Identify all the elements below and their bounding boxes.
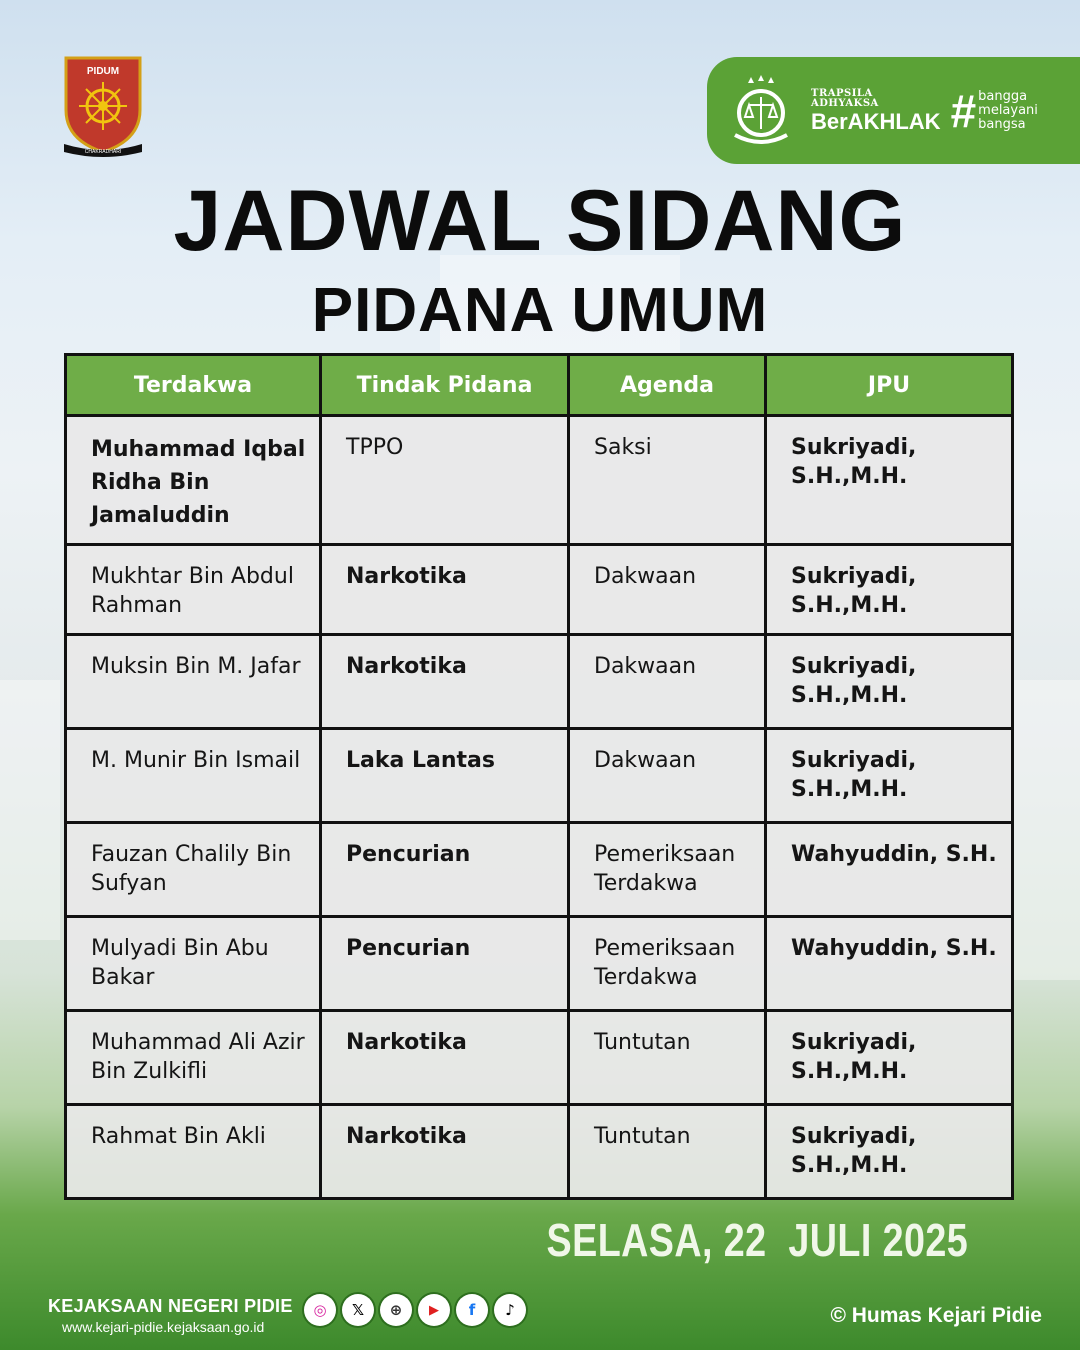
cell-tindak-pidana: Narkotika bbox=[321, 1011, 569, 1105]
cell-agenda: Saksi bbox=[569, 416, 766, 545]
instagram-icon[interactable]: ◎ bbox=[304, 1294, 336, 1326]
badge-tagline bbox=[978, 90, 1038, 132]
cell-jpu: Sukriyadi, S.H.,M.H. bbox=[766, 1105, 1013, 1199]
cell-terdakwa: Muhammad Ali Azir Bin Zulkifli bbox=[66, 1011, 321, 1105]
badge-line-berakhlak: BerAKHLAK bbox=[811, 108, 941, 134]
page-title: JADWAL SIDANG bbox=[173, 173, 907, 269]
cell-tindak-pidana: Pencurian bbox=[321, 823, 569, 917]
footer-org bbox=[48, 1296, 293, 1335]
cell-tindak-pidana: Narkotika bbox=[321, 1105, 569, 1199]
cell-jpu: Sukriyadi, S.H.,M.H. bbox=[766, 729, 1013, 823]
badge-line-trapsila: TRAPSILA bbox=[811, 87, 873, 99]
berakhlak-badge bbox=[707, 57, 1080, 164]
table-row bbox=[66, 635, 1013, 729]
cell-tindak-pidana: Laka Lantas bbox=[321, 729, 569, 823]
cell-agenda: Tuntutan bbox=[569, 1011, 766, 1105]
header-jpu: JPU bbox=[766, 355, 1013, 416]
cell-terdakwa: Muhammad Iqbal Ridha Bin Jamaluddin bbox=[66, 416, 321, 545]
badge-tag-bangga: bangga bbox=[978, 88, 1028, 104]
cell-tindak-pidana: Narkotika bbox=[321, 635, 569, 729]
cell-jpu: Sukriyadi, S.H.,M.H. bbox=[766, 635, 1013, 729]
header-agenda: Agenda bbox=[569, 355, 766, 416]
schedule-date: SELASA, 22 JULI 2025 bbox=[546, 1214, 968, 1266]
table-row bbox=[66, 416, 1013, 545]
cell-agenda: Dakwaan bbox=[569, 729, 766, 823]
cell-terdakwa: M. Munir Bin Ismail bbox=[66, 729, 321, 823]
table-row bbox=[66, 545, 1013, 635]
cell-terdakwa: Mulyadi Bin Abu Bakar bbox=[66, 917, 321, 1011]
header-tindak-pidana: Tindak Pidana bbox=[321, 355, 569, 416]
cell-terdakwa: Muksin Bin M. Jafar bbox=[66, 635, 321, 729]
hashtag-symbol: # bbox=[950, 84, 977, 137]
cell-tindak-pidana: TPPO bbox=[321, 416, 569, 545]
globe-icon[interactable]: ⊕ bbox=[380, 1294, 412, 1326]
pidum-logo bbox=[60, 52, 146, 160]
youtube-icon[interactable]: ▶ bbox=[418, 1294, 450, 1326]
kejaksaan-emblem-icon bbox=[725, 71, 797, 151]
copyright-text: © Humas Kejari Pidie bbox=[830, 1304, 1042, 1327]
background-building bbox=[1012, 680, 1080, 980]
cell-agenda: Dakwaan bbox=[569, 635, 766, 729]
cell-jpu: Wahyuddin, S.H. bbox=[766, 917, 1013, 1011]
page-subtitle: PIDANA UMUM bbox=[311, 276, 769, 345]
cell-jpu: Sukriyadi, S.H.,M.H. bbox=[766, 1011, 1013, 1105]
cell-terdakwa: Mukhtar Bin Abdul Rahman bbox=[66, 545, 321, 635]
schedule-table bbox=[64, 353, 1014, 1200]
org-name: KEJAKSAAN NEGERI PIDIE bbox=[48, 1296, 293, 1316]
website-link[interactable]: www.kejari-pidie.kejaksaan.go.id bbox=[62, 1319, 265, 1335]
logo-top-text: PIDUM bbox=[86, 66, 120, 77]
cell-terdakwa: Rahmat Bin Akli bbox=[66, 1105, 321, 1199]
background-building bbox=[0, 680, 60, 940]
x-icon[interactable]: 𝕏 bbox=[342, 1294, 374, 1326]
table-row bbox=[66, 1011, 1013, 1105]
badge-tag-bangsa: bangsa bbox=[978, 116, 1026, 132]
table-row bbox=[66, 917, 1013, 1011]
cell-agenda: Tuntutan bbox=[569, 1105, 766, 1199]
facebook-icon[interactable]: f bbox=[456, 1294, 488, 1326]
cell-jpu: Sukriyadi, S.H.,M.H. bbox=[766, 416, 1013, 545]
cell-agenda: Pemeriksaan Terdakwa bbox=[569, 917, 766, 1011]
cell-agenda: Dakwaan bbox=[569, 545, 766, 635]
cell-jpu: Wahyuddin, S.H. bbox=[766, 823, 1013, 917]
table-header-row bbox=[66, 355, 1013, 416]
badge-tag-melayani: melayani bbox=[978, 102, 1038, 118]
table-row bbox=[66, 823, 1013, 917]
cell-jpu: Sukriyadi, S.H.,M.H. bbox=[766, 545, 1013, 635]
table-row bbox=[66, 729, 1013, 823]
social-links bbox=[304, 1294, 526, 1326]
logo-bottom-text: CHAKRADHARI bbox=[84, 149, 122, 155]
badge-line-adhyaksa: ADHYAKSA bbox=[811, 97, 879, 109]
cell-agenda: Pemeriksaan Terdakwa bbox=[569, 823, 766, 917]
tiktok-icon[interactable]: ♪ bbox=[494, 1294, 526, 1326]
cell-tindak-pidana: Pencurian bbox=[321, 917, 569, 1011]
table-row bbox=[66, 1105, 1013, 1199]
cell-terdakwa: Fauzan Chalily Bin Sufyan bbox=[66, 823, 321, 917]
header-terdakwa: Terdakwa bbox=[66, 355, 321, 416]
cell-tindak-pidana: Narkotika bbox=[321, 545, 569, 635]
